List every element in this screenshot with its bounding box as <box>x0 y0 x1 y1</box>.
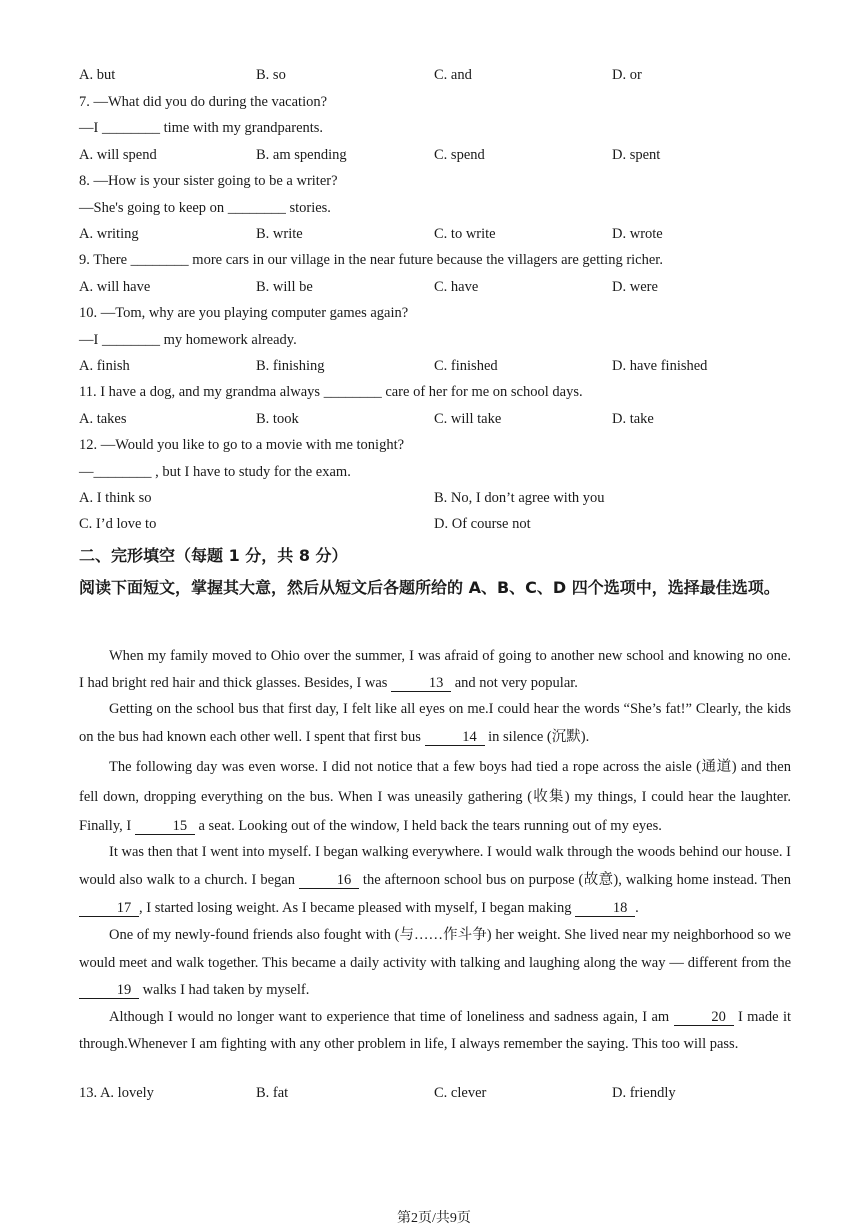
option-d: D. friendly <box>612 1085 676 1101</box>
passage-paragraph-3 <box>79 753 791 842</box>
option-b: B. fat <box>256 1085 289 1101</box>
option-d: D. were <box>612 279 658 295</box>
q10-blank: ________ <box>101 332 160 348</box>
q8-answer-line <box>79 200 331 217</box>
option-b: B. will be <box>256 279 313 295</box>
q7-stem: 7. —What did you do during the vacation? <box>79 94 328 110</box>
page-number: 第2页/共9页 <box>397 1211 471 1226</box>
q13-options <box>79 1085 799 1105</box>
passage-paragraph-1 <box>79 643 791 696</box>
blank-15: 15 <box>135 819 195 835</box>
blank-20: 20 <box>674 1010 734 1026</box>
option-a: A. I think so <box>79 490 152 506</box>
blank-14: 14 <box>425 730 485 746</box>
passage-paragraph-6 <box>79 1004 791 1058</box>
passage-paragraph-5 <box>79 922 791 1005</box>
q11-suffix: care of her for me on school days. <box>381 384 583 400</box>
section-heading: 二、完形填空（每题 1 分，共 8 分） <box>79 546 348 565</box>
passage-text: , I started losing weight. As I became pleased with myself, I began making <box>139 900 576 916</box>
option-c: C. finished <box>434 358 498 374</box>
q11-prefix: 11. I have a dog, and my grandma always <box>79 384 324 400</box>
section-instruction: 阅读下面短文，掌握其大意，然后从短文后各题所给的 A、B、C、D 四个选项中，选择最佳选项。 <box>79 578 780 597</box>
q11-stem <box>79 384 583 401</box>
q11-options <box>79 411 799 431</box>
option-a: A. takes <box>79 411 127 427</box>
passage-text: When my family moved to Ohio over the summer, I was afraid of going to another new school and knowing no one. I had bright red hair and thick glasses. Besides, I was <box>79 648 791 691</box>
q8-answer-prefix: —She's going to keep on <box>79 200 228 216</box>
option-b: B. No, I don’t agree with you <box>434 490 605 506</box>
q10-stem: 10. —Tom, why are you playing computer games again? <box>79 305 409 321</box>
blank-16: 16 <box>299 873 359 889</box>
passage-text: I made it through.Whenever I am fighting with any other problem in life, I always remember the saying. This too will pass. <box>79 1009 791 1052</box>
q9-options <box>79 279 799 299</box>
option-b: B. am spending <box>256 147 347 163</box>
option-d: D. or <box>612 67 642 83</box>
option-c: C. I’d love to <box>79 516 157 532</box>
q6-options <box>79 67 799 87</box>
option-a: A. finish <box>79 358 130 374</box>
passage-text: in silence (沉默). <box>484 728 590 745</box>
option-d: D. have finished <box>612 358 708 374</box>
option-b: B. finishing <box>256 358 325 374</box>
passage-text: and not very popular. <box>451 674 578 691</box>
passage-text: Getting on the school bus that first day, I felt like all eyes on me.I could hear the words “She’s fat!” Clearly, the kids on the bus had known each other well. I spent that first bus <box>79 701 791 745</box>
option-a: A. but <box>79 67 116 83</box>
q7-blank: ________ <box>101 120 160 136</box>
passage-text: Although I would no longer want to experience that time of loneliness and sadness again, I am <box>109 1009 674 1025</box>
q12-options-row1 <box>79 490 799 510</box>
q7-answer-line <box>79 120 323 137</box>
option-a: 13. A. lovely <box>79 1085 154 1101</box>
q10-answer-line <box>79 332 297 349</box>
q12-options-row2 <box>79 516 799 536</box>
q12-stem: 12. —Would you like to go to a movie with me tonight? <box>79 437 405 453</box>
passage-text: the afternoon school bus on purpose (故意), walking home instead. Then <box>358 872 791 888</box>
q8-options <box>79 226 799 246</box>
option-c: C. spend <box>434 147 485 163</box>
q12-blank: ________ <box>93 464 152 480</box>
blank-13: 13 <box>391 676 451 692</box>
q8-answer-suffix: stories. <box>285 200 331 216</box>
option-d: D. take <box>612 411 654 427</box>
option-d: D. spent <box>612 147 661 163</box>
q8-blank: ________ <box>227 200 286 216</box>
option-b: B. so <box>256 67 286 83</box>
option-c: C. and <box>434 67 472 83</box>
q9-prefix: 9. There <box>79 252 131 268</box>
passage-text: The following day was even worse. I did not notice that a few boys had tied a rope across the aisle (通道) and then fell down, dropping everything on the bus. When I was uneasily gathering (收集) my things, I could hear the laughter. Finally, I <box>79 759 791 834</box>
q12-answer-prefix: — <box>79 464 94 480</box>
option-c: C. will take <box>434 411 502 427</box>
option-d: D. wrote <box>612 226 663 242</box>
option-d: D. Of course not <box>434 516 531 532</box>
option-b: B. write <box>256 226 303 242</box>
passage-text: It was then that I went into myself. I began walking everywhere. I would walk through the woods behind our house. I would also walk to a church. I began <box>79 844 791 888</box>
q9-stem <box>79 252 663 269</box>
q8-stem: 8. —How is your sister going to be a writer? <box>79 173 338 189</box>
passage-paragraph-2 <box>79 696 791 751</box>
q11-blank: ________ <box>323 384 382 400</box>
q12-answer-line <box>79 464 351 481</box>
option-c: C. to write <box>434 226 496 242</box>
q7-options <box>79 147 799 167</box>
option-c: C. have <box>434 279 479 295</box>
option-a: A. writing <box>79 226 139 242</box>
q12-answer-suffix: , but I have to study for the exam. <box>151 464 351 480</box>
blank-19: 19 <box>79 983 139 999</box>
option-b: B. took <box>256 411 299 427</box>
passage-text: One of my newly-found friends also fought with (与……作斗争) her weight. She lived near my neighborhood so we would meet and walk together. This became a daily activity with talking and laughing along the way — different from the <box>79 927 791 971</box>
option-a: A. will have <box>79 279 151 295</box>
passage-text: a seat. Looking out of the window, I held back the tears running out of my eyes. <box>194 818 662 834</box>
q9-suffix: more cars in our village in the near future because the villagers are getting richer. <box>188 252 663 268</box>
option-a: A. will spend <box>79 147 157 163</box>
passage-text: . <box>635 900 639 916</box>
option-c: C. clever <box>434 1085 487 1101</box>
blank-18: 18 <box>575 901 635 917</box>
q10-answer-prefix: —I <box>79 332 102 348</box>
blank-17: 17 <box>79 901 139 917</box>
q7-answer-prefix: —I <box>79 120 102 136</box>
q9-blank: ________ <box>130 252 189 268</box>
passage-paragraph-4 <box>79 838 791 922</box>
q10-options <box>79 358 799 378</box>
passage-text: walks I had taken by myself. <box>139 982 310 998</box>
q7-answer-suffix: time with my grandparents. <box>159 120 324 136</box>
q10-answer-suffix: my homework already. <box>159 332 297 348</box>
